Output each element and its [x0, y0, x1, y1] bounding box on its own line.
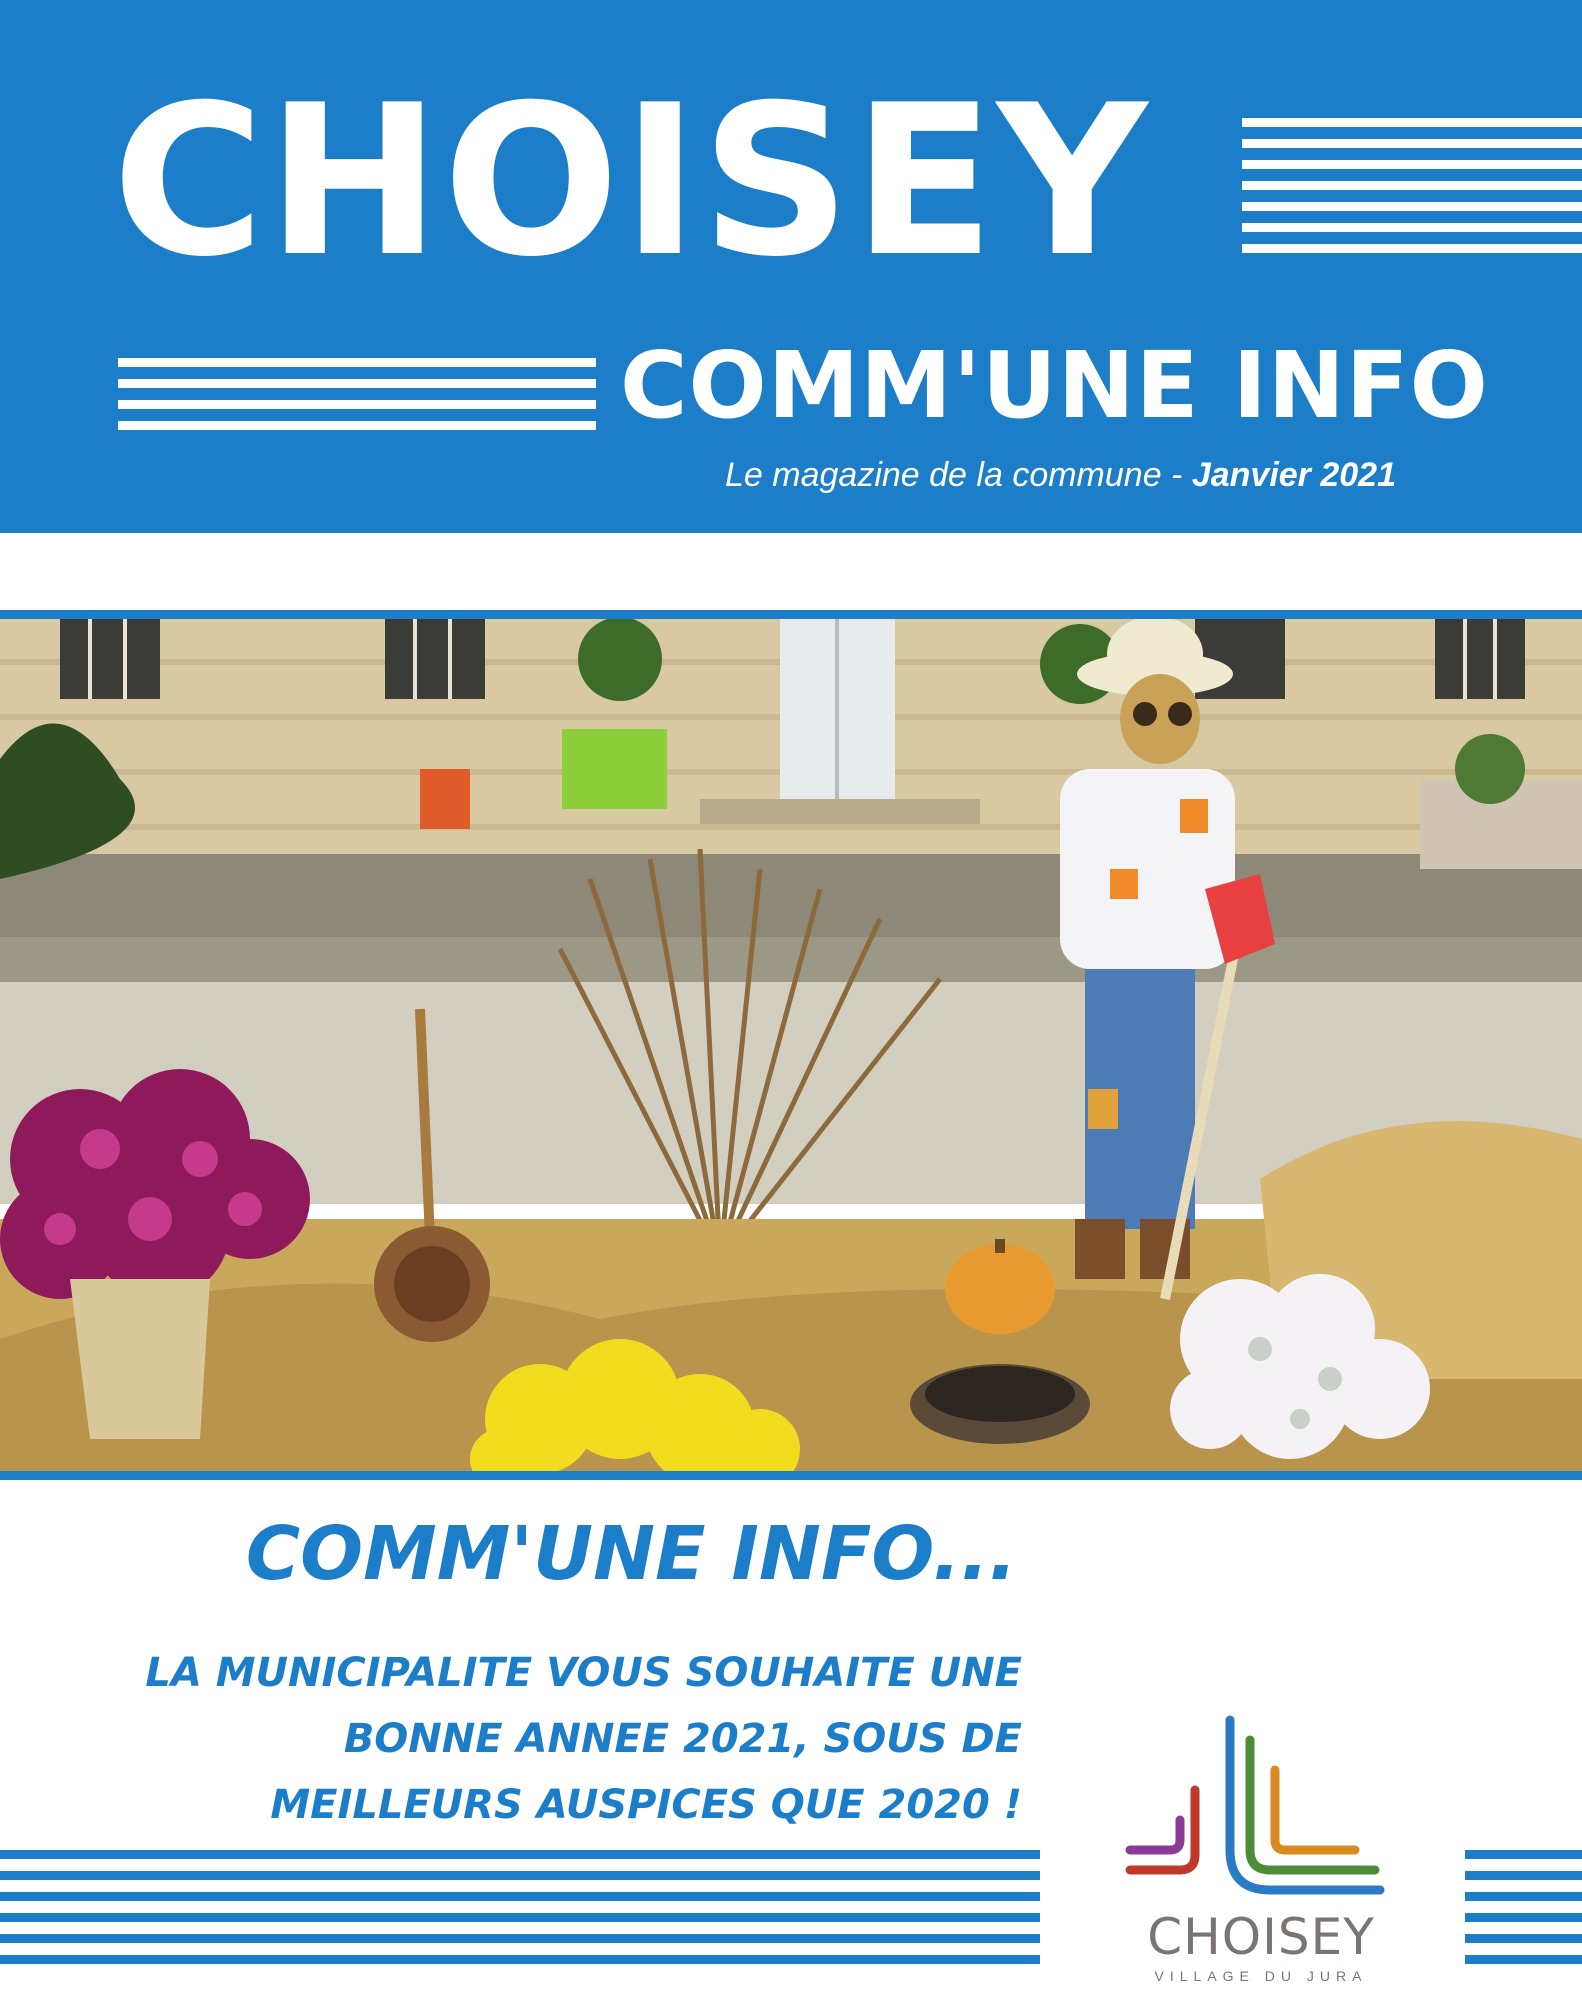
- cover-photo: [0, 610, 1582, 1480]
- scarecrow-photo-icon: [0, 619, 1582, 1471]
- magazine-subtitle: COMM'UNE INFO: [620, 332, 1489, 439]
- message-line: BONNE ANNEE 2021, SOUS DE: [343, 1716, 1022, 1762]
- message-line: LA MUNICIPALITE VOUS SOUHAITE UNE: [145, 1650, 1022, 1696]
- header-stripes-right: [1242, 118, 1582, 265]
- feature-headline: COMM'UNE INFO...: [245, 1511, 1017, 1597]
- tagline-text: Le magazine de la commune -: [725, 456, 1192, 494]
- issue-date: Janvier 2021: [1191, 456, 1396, 494]
- magazine-title: CHOISEY: [112, 61, 1150, 303]
- logo-subline: VILLAGE DU JURA: [1154, 1968, 1368, 1984]
- footer-stripes-right: [1465, 1850, 1582, 1976]
- message-line: MEILLEURS AUSPICES QUE 2020 !: [270, 1782, 1022, 1828]
- masthead: [0, 0, 1582, 533]
- logo-wordmark: CHOISEY: [1147, 1908, 1375, 1966]
- new-year-message: [122, 1640, 1022, 1838]
- issue-tagline: [725, 456, 1396, 495]
- footer-stripes-left: [0, 1850, 1040, 1976]
- header-stripes-left: [118, 358, 596, 442]
